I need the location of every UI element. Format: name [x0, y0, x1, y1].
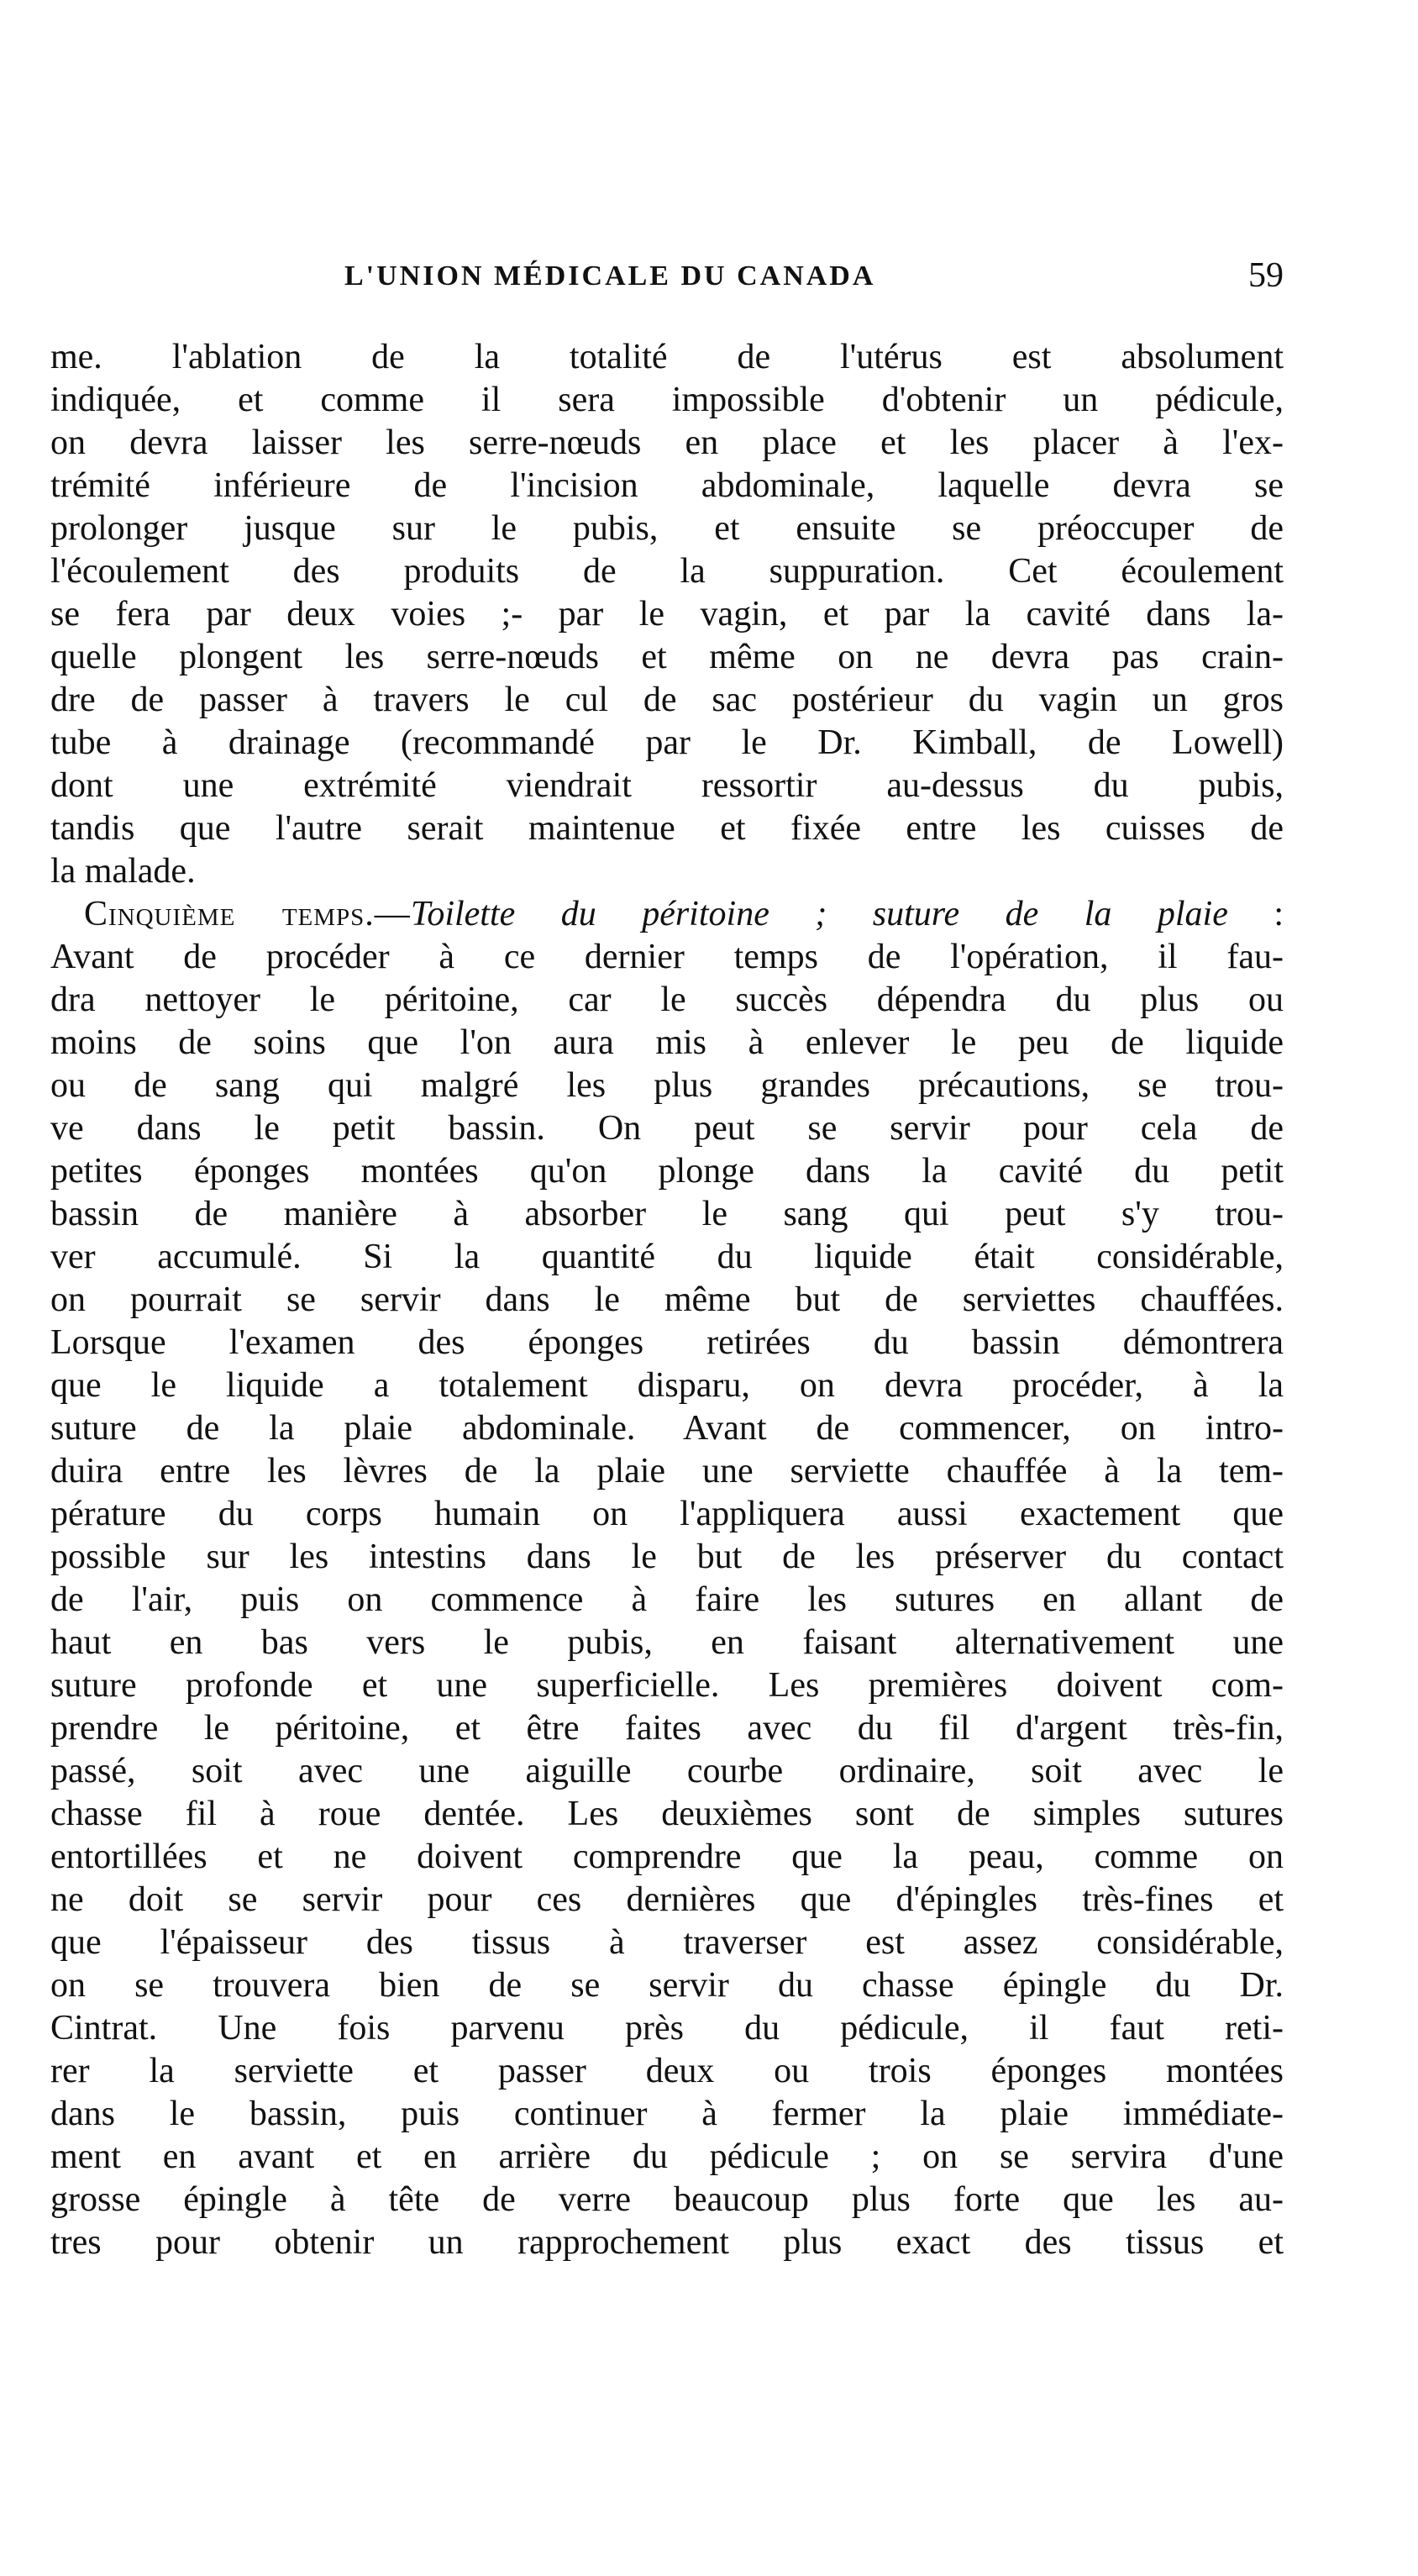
line-text: de l'air, puis on commence à faire les sutures en allant de [50, 1580, 1284, 1619]
section-heading: Cinquième temps.— [84, 895, 411, 933]
line-text: bassin de manière à absorber le sang qui peut s'y trou- [50, 1195, 1284, 1233]
line-text: ne doit se servir pour ces dernières que d'épingles très-fines et [50, 1880, 1284, 1919]
line-text: haut en bas vers le pubis, en faisant alternativement une [50, 1623, 1284, 1662]
line-text: trémité inférieure de l'incision abdominale, laquelle devra se [50, 466, 1284, 505]
line-text: que l'épaisseur des tissus à traverser est assez considérable, [50, 1923, 1284, 1962]
line-text: entortillées et ne doivent comprendre que la peau, comme on [50, 1837, 1284, 1876]
text-line [50, 2221, 1284, 2264]
line-text: indiquée, et comme il sera impossible d'obtenir un pédicule, [50, 381, 1284, 419]
line-text: se fera par deux voies ;- par le vagin, et par la cavité dans la- [50, 595, 1284, 633]
line-text: ve dans le petit bassin. On peut se servir pour cela de [50, 1109, 1284, 1148]
text-line [50, 1150, 1284, 1193]
text-line [50, 893, 1284, 936]
text-line [50, 850, 1284, 893]
text-line [50, 1536, 1284, 1579]
text-line [50, 1750, 1284, 1793]
text-line [50, 507, 1284, 550]
line-text: me. l'ablation de la totalité de l'utérus est absolument [50, 338, 1284, 376]
text-line [50, 765, 1284, 807]
line-text: dra nettoyer le péritoine, car le succès dépendra du plus ou [50, 980, 1284, 1019]
text-line [50, 2179, 1284, 2221]
line-text: tube à drainage (recommandé par le Dr. Kimball, de Lowell) [50, 723, 1284, 762]
line-text: on se trouvera bien de se servir du chasse épingle du Dr. [50, 1966, 1284, 2005]
line-text: duira entre les lèvres de la plaie une serviette chauffée à la tem- [50, 1452, 1284, 1490]
line-text: suture profonde et une superficielle. Les premières doivent com- [50, 1666, 1284, 1705]
text-line [50, 2136, 1284, 2179]
line-text: la malade. [50, 852, 196, 891]
line-text: petites éponges montées qu'on plonge dans la cavité du petit [50, 1152, 1284, 1191]
text-line [50, 1065, 1284, 1107]
text-line [50, 1407, 1284, 1450]
line-text: suture de la plaie abdominale. Avant de commencer, on intro- [50, 1409, 1284, 1448]
text-line [50, 1236, 1284, 1279]
text-line [50, 1022, 1284, 1065]
line-text: dont une extrémité viendrait ressortir au-dessus du pubis, [50, 766, 1284, 805]
line-text: tandis que l'autre serait maintenue et fixée entre les cuisses de [50, 809, 1284, 848]
line-text: pérature du corps humain on l'appliquera aussi exactement que [50, 1495, 1284, 1533]
page-number: 59 [1248, 256, 1284, 295]
running-head [50, 252, 1284, 302]
line-text: chasse fil à roue dentée. Les deuxièmes sont de simples sutures [50, 1795, 1284, 1833]
text-line [50, 1793, 1284, 1836]
text-line [50, 1193, 1284, 1236]
text-line [50, 1493, 1284, 1536]
line-text: prolonger jusque sur le pubis, et ensuite se préoccuper de [50, 509, 1284, 548]
text-line [50, 1107, 1284, 1150]
text-line [50, 979, 1284, 1022]
text-line [50, 1921, 1284, 1964]
text-line [50, 1579, 1284, 1622]
text-line [50, 936, 1284, 979]
line-text: Cintrat. Une fois parvenu près du pédicule, il faut reti- [50, 2009, 1284, 2048]
line-text: on pourrait se servir dans le même but de serviettes chauffées. [50, 1280, 1284, 1319]
body-text [50, 336, 1284, 2264]
text-line [50, 1364, 1284, 1407]
text-line [50, 2007, 1284, 2050]
text-line [50, 550, 1284, 593]
line-text: prendre le péritoine, et être faites avec du fil d'argent très-fin, [50, 1709, 1284, 1748]
text-line [50, 1664, 1284, 1707]
text-line [50, 422, 1284, 465]
line-text: que le liquide a totalement disparu, on devra procéder, à la [50, 1366, 1284, 1405]
text-line [50, 593, 1284, 636]
line-text: tres pour obtenir un rapprochement plus exact des tissus et [50, 2223, 1284, 2262]
line-text: rer la serviette et passer deux ou trois éponges montées [50, 2052, 1284, 2090]
text-line [50, 336, 1284, 379]
line-text: possible sur les intestins dans le but de les préserver du contact [50, 1538, 1284, 1576]
text-line [50, 1622, 1284, 1664]
journal-title: L'UNION MÉDICALE DU CANADA [344, 260, 876, 292]
line-text: quelle plongent les serre-nœuds et même on ne devra pas crain- [50, 638, 1284, 676]
line-text: passé, soit avec une aiguille courbe ordinaire, soit avec le [50, 1752, 1284, 1790]
line-text: ou de sang qui malgré les plus grandes précautions, se trou- [50, 1066, 1284, 1105]
text-line [50, 679, 1284, 722]
text-line [50, 636, 1284, 679]
text-line [50, 1322, 1284, 1364]
line-text: moins de soins que l'on aura mis à enlever le peu de liquide [50, 1023, 1284, 1062]
line-text: dre de passer à travers le cul de sac postérieur du vagin un gros [50, 681, 1284, 719]
line-text: Avant de procéder à ce dernier temps de l'opération, il fau- [50, 938, 1284, 976]
text-line [50, 465, 1284, 507]
text-line [50, 1450, 1284, 1493]
text-line [50, 1707, 1284, 1750]
text-line [50, 1964, 1284, 2007]
line-text: on devra laisser les serre-nœuds en place et les placer à l'ex- [50, 423, 1284, 462]
text-line [50, 1836, 1284, 1879]
line-text: grosse épingle à tête de verre beaucoup plus forte que les au- [50, 2180, 1284, 2219]
text-line [50, 807, 1284, 850]
line-text: ver accumulé. Si la quantité du liquide était considérable, [50, 1238, 1284, 1276]
line-text: Lorsque l'examen des éponges retirées du bassin démontrera [50, 1323, 1284, 1362]
text-line [50, 1279, 1284, 1322]
line-text: dans le bassin, puis continuer à fermer la plaie immédiate- [50, 2095, 1284, 2133]
section-subtitle: Toilette du péritoine ; suture de la plaie [410, 895, 1228, 933]
line-text: : [1227, 895, 1284, 933]
text-line [50, 2093, 1284, 2136]
text-line [50, 1879, 1284, 1921]
text-line [50, 722, 1284, 765]
text-line [50, 2050, 1284, 2093]
line-text: ment en avant et en arrière du pédicule ; on se servira d'une [50, 2137, 1284, 2176]
line-text: l'écoulement des produits de la suppuration. Cet écoulement [50, 552, 1284, 591]
text-line [50, 379, 1284, 422]
